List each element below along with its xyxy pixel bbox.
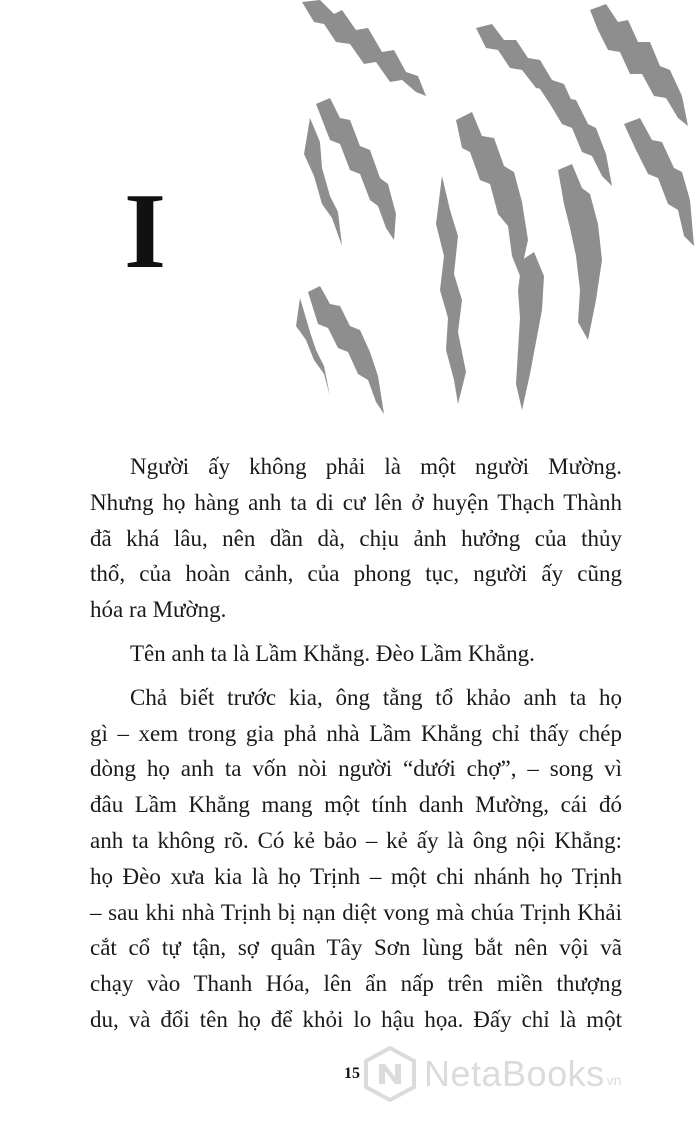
netabooks-logo-icon [362,1046,418,1102]
text-line: Chả biết trước kia, ông tằng tổ khảo anh ta họ [130,684,622,710]
body-text [90,449,622,1038]
claw-stroke [590,4,688,126]
claw-stroke [538,80,612,186]
text-line: anh ta không rõ. Có kẻ bảo – kẻ ấy là ông nội Khẳng: [90,827,622,853]
chapter-number: I [124,172,167,291]
claw-stroke [308,286,384,414]
text-line: Tên anh ta là Lầm Khẳng. Đèo Lầm Khẳng. [130,640,535,666]
paragraph [90,680,622,1038]
claw-stroke [436,176,466,404]
page-number: 15 [344,1065,360,1082]
text-line: Nhưng họ hàng anh ta di cư lên ở huyện Thạch Thành [90,489,622,515]
text-line: Người ấy không phải là một người Mường. [130,454,622,479]
text-line: đã khá lâu, nên dần dà, chịu ảnh hưởng của thủy [90,525,622,551]
text-line: hóa ra Mường. [90,597,227,623]
claw-stroke [456,112,528,276]
text-line: du, và đổi tên họ để khỏi lo hậu họa. Đấy chỉ là một [90,1006,622,1032]
text-line: dòng họ anh ta vốn nòi người “dưới chợ”, – song vì [90,756,622,782]
claw-stroke [316,98,396,240]
claw-stroke [302,0,426,96]
text-line: thổ, của hoàn cảnh, của phong tục, người ấy cũng [90,561,622,587]
claw-stroke [558,164,602,340]
paragraph [90,449,622,628]
text-line: cắt cổ tự tận, sợ quân Tây Sơn lùng bắt nên vội vã [90,935,622,961]
text-line: họ Đèo xưa kia là họ Trịnh – một chi nhánh họ Trịnh [90,863,622,889]
claw-marks-illustration [290,0,700,440]
text-line: đâu Lầm Khẳng mang một tính danh Mường, cái đó [90,792,622,818]
text-line: gì – xem trong gia phả nhà Lầm Khẳng chỉ thấy chép [90,720,622,746]
text-line: – sau khi nhà Trịnh bị nạn diệt vong mà chúa Trịnh Khải [90,899,622,925]
watermark-suffix: vn [606,1072,622,1088]
claw-stroke [624,118,694,246]
claw-stroke [516,252,544,410]
text-line: chạy vào Thanh Hóa, lên ẩn nấp trên miền thượng [90,971,622,997]
paragraph [90,636,622,672]
watermark [362,1046,621,1102]
watermark-text: NetaBooks [424,1053,605,1094]
